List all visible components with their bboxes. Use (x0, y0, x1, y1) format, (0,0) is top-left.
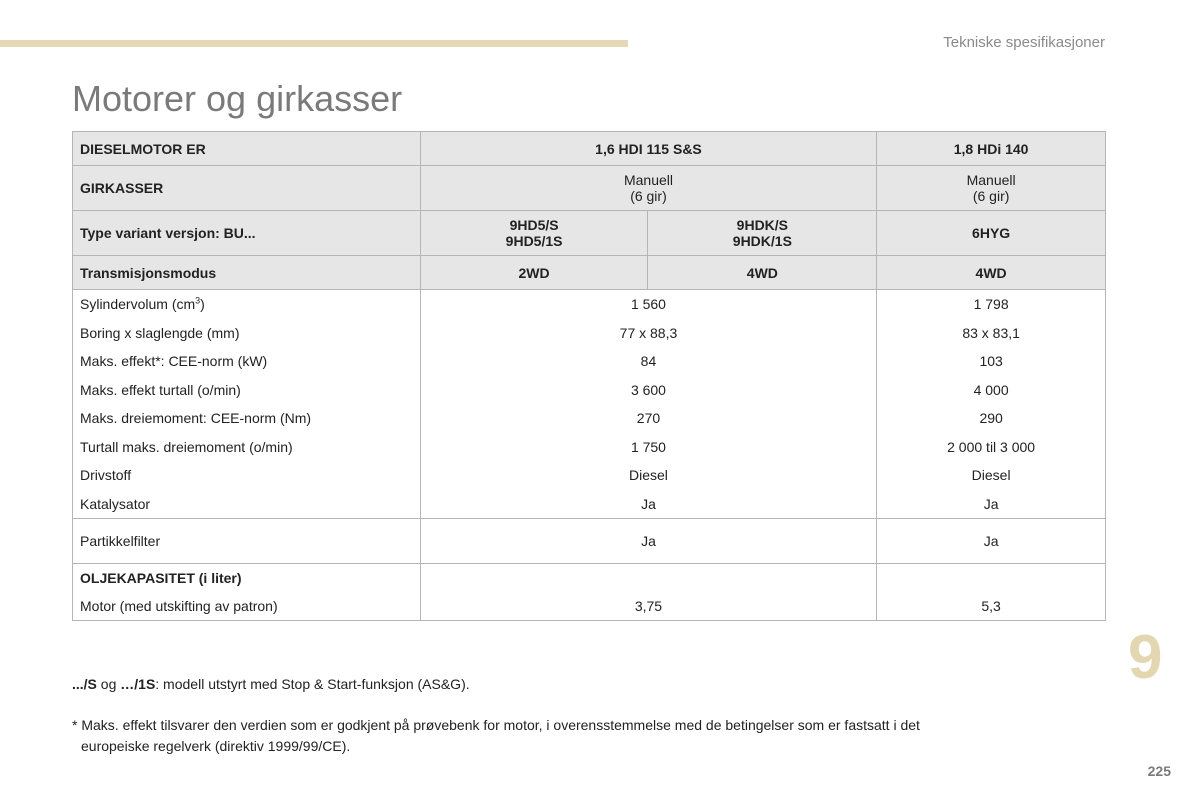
spec-label: Drivstoff (73, 461, 421, 490)
variant-b: 9HDK/S 9HDK/1S (648, 211, 877, 256)
page-title: Motorer og girkasser (72, 78, 403, 119)
table-row (73, 519, 1106, 564)
header-accent-bar (0, 40, 628, 47)
spec-label: Maks. effekt*: CEE-norm (kW) (73, 347, 421, 376)
table-row (73, 256, 1106, 290)
table-row (73, 290, 1106, 319)
spec-value-1: 77 x 88,3 (420, 319, 877, 348)
table-row (73, 564, 1106, 593)
table-row (73, 347, 1106, 376)
spec-label: Sylindervolum $(cm^3)$ (73, 290, 421, 319)
chapter-number: 9 (1128, 623, 1163, 692)
spec-label: Turtall maks. dreiemoment (o/min) (73, 433, 421, 462)
table-row (73, 319, 1106, 348)
row-label-type-variant: Type variant versjon: BU... (73, 211, 421, 256)
engine-1-8-hdi: 1,8 HDi 140 (877, 132, 1106, 166)
table-row (73, 404, 1106, 433)
table-row (73, 166, 1106, 211)
row-label-dieselmotor: DIESELMOTOR ER (73, 132, 421, 166)
spec-value-2: Ja (877, 490, 1106, 519)
gearbox-col2: Manuell (6 gir) (877, 166, 1106, 211)
table-row (73, 433, 1106, 462)
engine-spec-table (72, 131, 1106, 621)
spec-value-1: Ja (420, 519, 877, 564)
spec-value-2: 4 000 (877, 376, 1106, 405)
oil-capacity-heading: OLJEKAPASITET (i liter) (73, 564, 421, 593)
spec-value-1: 3,75 (420, 592, 877, 621)
table-row (73, 490, 1106, 519)
spec-label: Boring x slaglengde (mm) (73, 319, 421, 348)
spec-value-1: Diesel (420, 461, 877, 490)
section-header: Tekniske spesifikasjoner (943, 34, 1105, 51)
spec-label: Katalysator (73, 490, 421, 519)
spec-value-1: 3 600 (420, 376, 877, 405)
spec-value-2: 2 000 til 3 000 (877, 433, 1106, 462)
transmission-b: 4WD (648, 256, 877, 290)
spec-value-1: Ja (420, 490, 877, 519)
spec-value-2: 103 (877, 347, 1106, 376)
row-label-transmisjon: Transmisjonsmodus (73, 256, 421, 290)
spec-value-2: 290 (877, 404, 1106, 433)
transmission-a: 2WD (420, 256, 648, 290)
page-number: 225 (1147, 763, 1171, 779)
table-row (73, 461, 1106, 490)
spec-value-1: 270 (420, 404, 877, 433)
row-label-girkasser: GIRKASSER (73, 166, 421, 211)
transmission-c: 4WD (877, 256, 1106, 290)
spec-value-2: Diesel (877, 461, 1106, 490)
footnote-max-power: * Maks. effekt tilsvarer den verdien som er godkjent på prøvebenk for motor, i overensstemmelse med de betingelser som er fastsatt i det europeiske regelverk (direktiv 1999/99/CE). (72, 717, 920, 754)
spec-label: Maks. dreiemoment: CEE-norm (Nm) (73, 404, 421, 433)
spec-label-partikkelfilter: Partikkelfilter (73, 519, 421, 564)
spec-label-oil: Motor (med utskifting av patron) (73, 592, 421, 621)
spec-value-1: 84 (420, 347, 877, 376)
gearbox-col1: Manuell (6 gir) (420, 166, 877, 211)
table-row (73, 592, 1106, 621)
spec-value-2: 5,3 (877, 592, 1106, 621)
spec-value-1: 1 560 (420, 290, 877, 319)
table-row (73, 211, 1106, 256)
spec-value-2: Ja (877, 519, 1106, 564)
table-row (73, 376, 1106, 405)
spec-value-2: 83 x 83,1 (877, 319, 1106, 348)
variant-a: 9HD5/S 9HD5/1S (420, 211, 648, 256)
spec-value-1: 1 750 (420, 433, 877, 462)
footnote-stop-start: .../S og …/1S: modell utstyrt med Stop & Start-funksjon (AS&G). (72, 676, 470, 692)
table-row (73, 132, 1106, 166)
engine-1-6-hdi: 1,6 HDI 115 S&S (420, 132, 877, 166)
variant-c: 6HYG (877, 211, 1106, 256)
spec-value-2: 1 798 (877, 290, 1106, 319)
spec-label: Maks. effekt turtall (o/min) (73, 376, 421, 405)
